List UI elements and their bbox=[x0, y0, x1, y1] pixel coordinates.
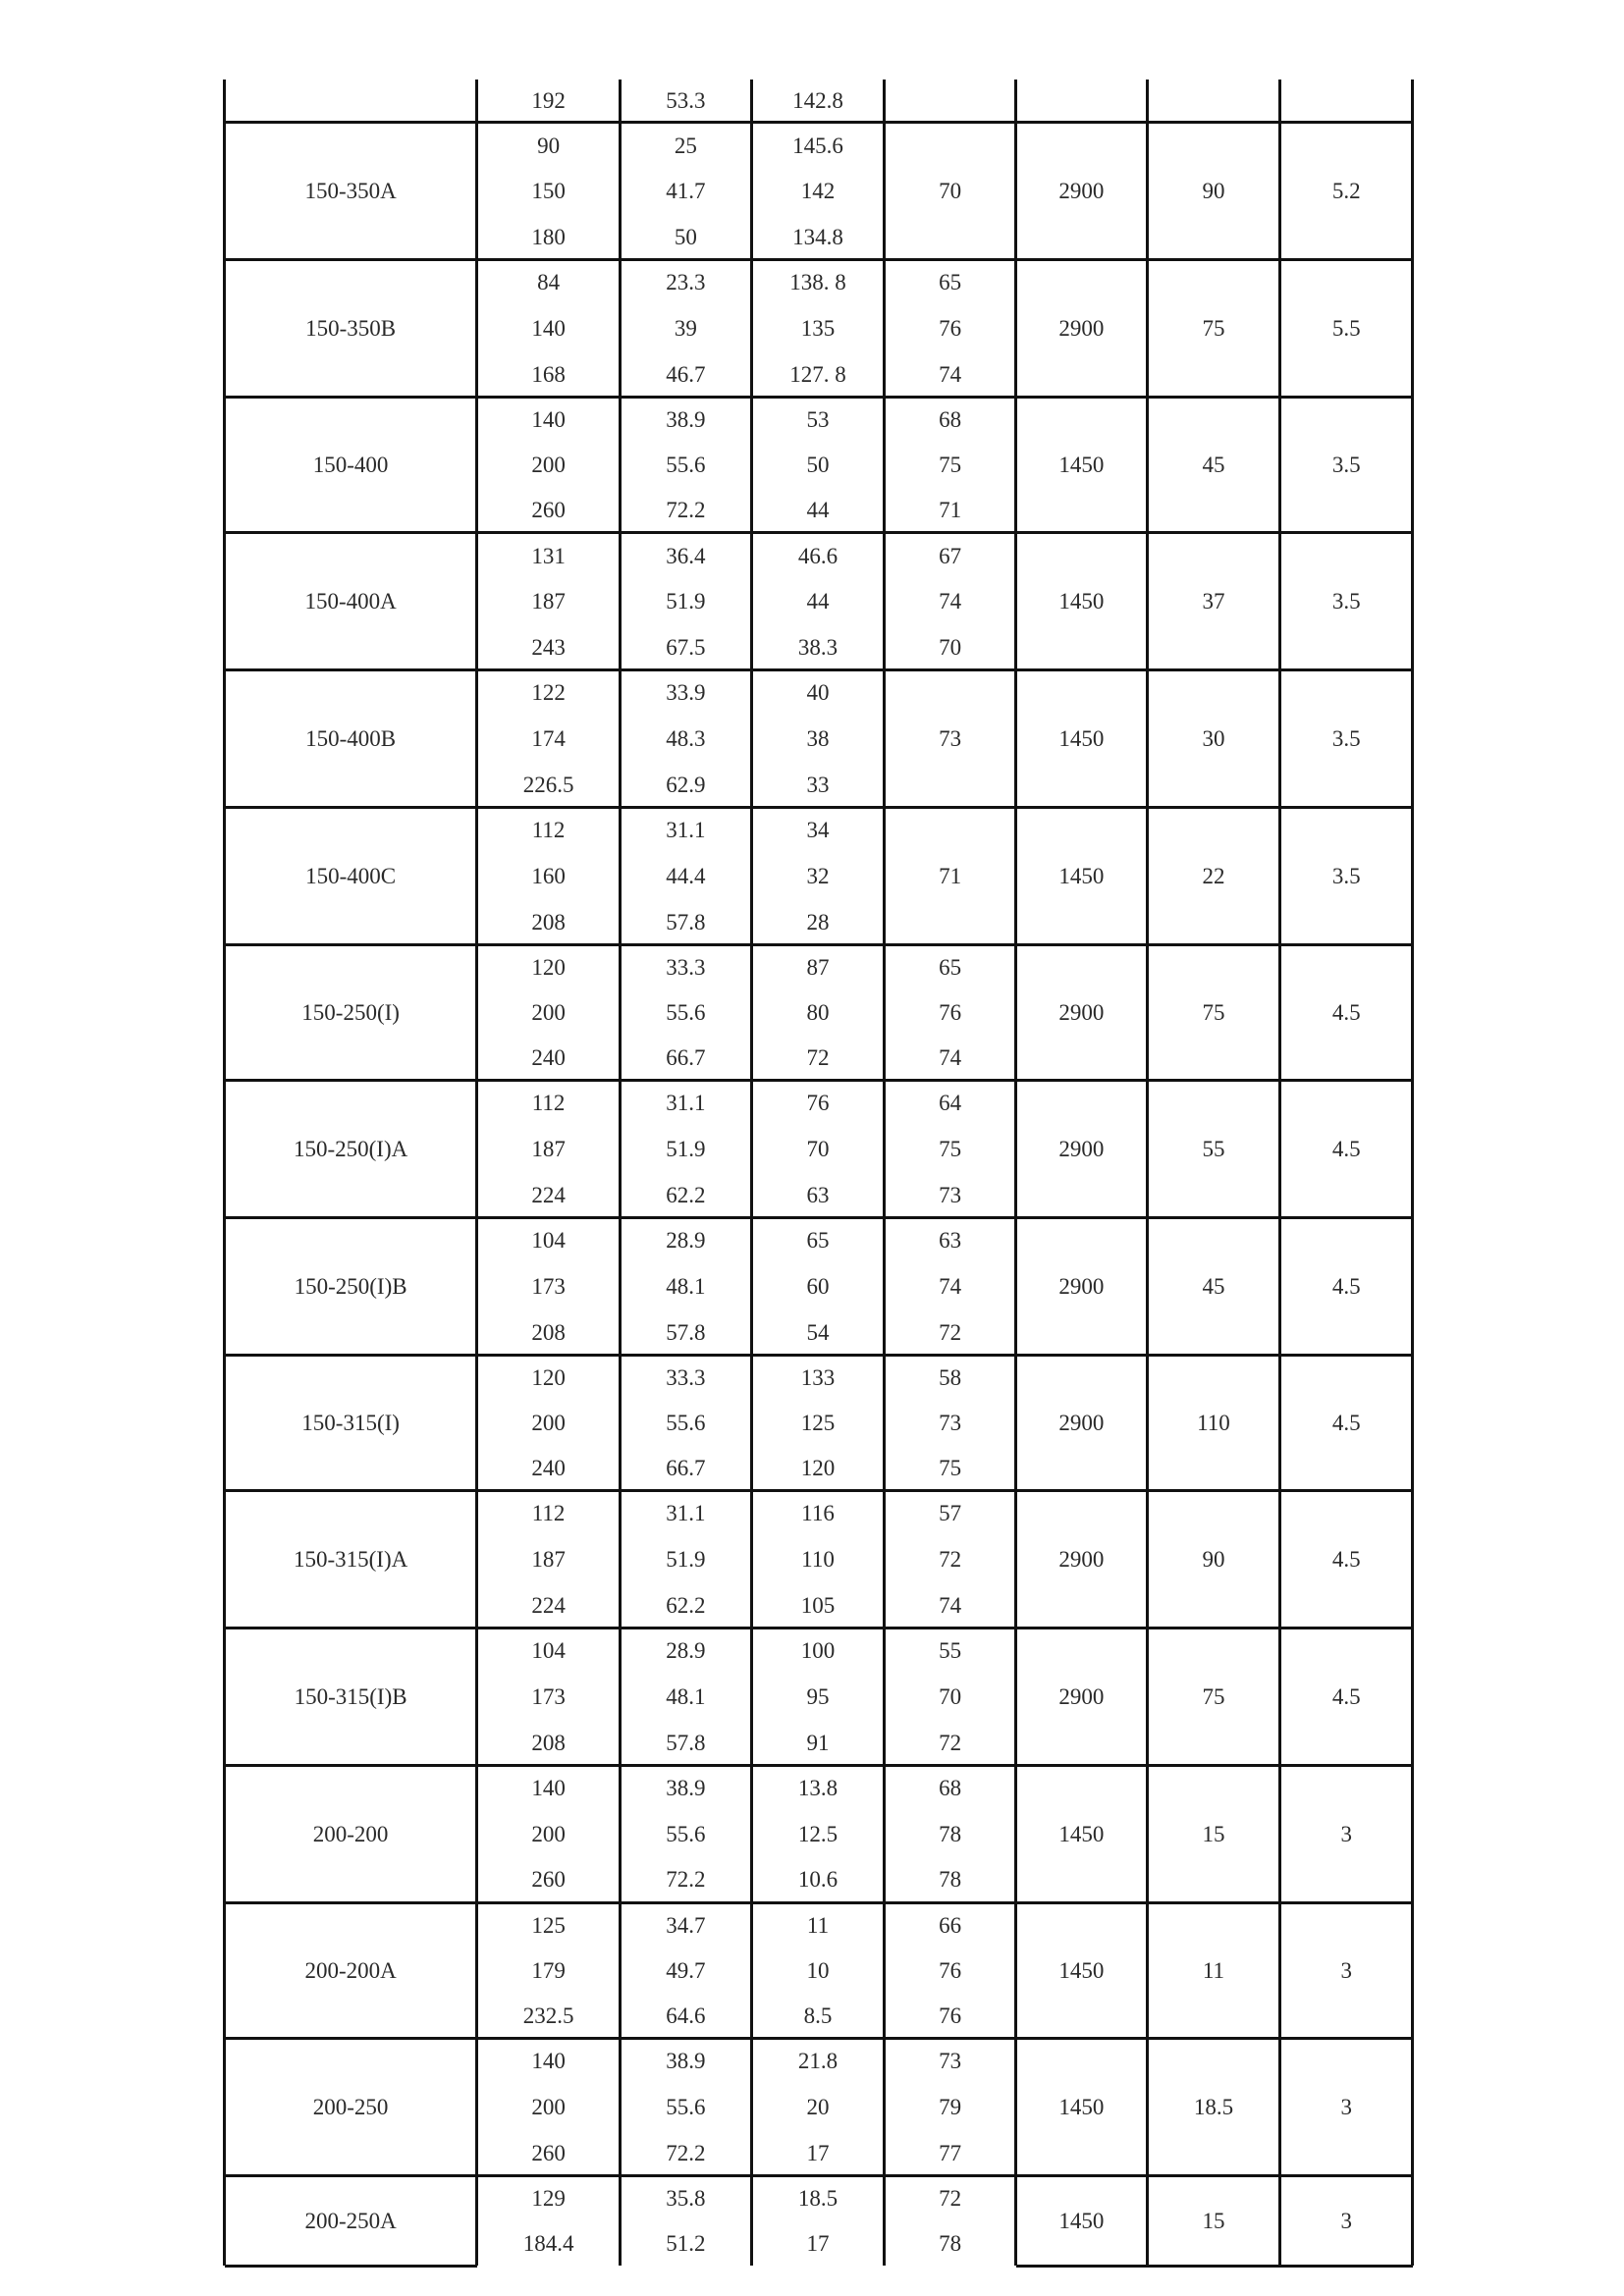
flow-ls-cell: 62.2 bbox=[666, 1592, 706, 1618]
model-cell: 150-315(I) bbox=[301, 1411, 400, 1435]
head-cell: 95 bbox=[806, 1683, 830, 1709]
flow-ls-cell: 33.9 bbox=[666, 680, 706, 706]
flow-m3h-cell: 200 bbox=[531, 999, 566, 1025]
efficiency-cell: 73 bbox=[939, 1411, 962, 1435]
row-rule bbox=[225, 668, 1413, 671]
flow-m3h-cell: 174 bbox=[531, 726, 566, 752]
speed-cell: 1450 bbox=[1058, 1821, 1105, 1846]
flow-m3h-cell: 224 bbox=[531, 1182, 566, 1207]
speed-cell: 1450 bbox=[1058, 2094, 1105, 2119]
flow-m3h-cell: 187 bbox=[531, 1137, 566, 1162]
head-cell: 63 bbox=[806, 1182, 830, 1207]
flow-m3h-cell: 208 bbox=[531, 909, 566, 934]
speed-cell: 1450 bbox=[1058, 863, 1105, 888]
head-cell: 21.8 bbox=[797, 2049, 839, 2074]
efficiency-cell: 70 bbox=[939, 1683, 962, 1709]
efficiency-cell bbox=[885, 678, 1016, 708]
efficiency-cell: 63 bbox=[939, 1228, 962, 1254]
flow-m3h-cell: 180 bbox=[531, 224, 566, 249]
npsh-cell: 3 bbox=[1340, 2094, 1353, 2119]
efficiency-cell: 76 bbox=[939, 316, 962, 342]
head-cell: 65 bbox=[806, 1228, 830, 1254]
head-cell: 44 bbox=[806, 498, 830, 523]
flow-ls-cell: 31.1 bbox=[666, 1091, 706, 1116]
head-cell: 87 bbox=[806, 954, 830, 980]
flow-ls-cell: 55.6 bbox=[666, 999, 706, 1025]
efficiency-cell bbox=[885, 86, 1016, 116]
head-cell: 17 bbox=[806, 2140, 830, 2165]
efficiency-cell: 73 bbox=[939, 726, 962, 752]
npsh-cell: 3.5 bbox=[1331, 453, 1361, 478]
flow-m3h-cell: 224 bbox=[531, 1592, 566, 1618]
flow-m3h-cell: 232.5 bbox=[522, 2002, 574, 2028]
flow-m3h-cell: 208 bbox=[531, 1319, 566, 1345]
head-cell: 54 bbox=[806, 1319, 830, 1345]
speed-cell: 1450 bbox=[1058, 1957, 1105, 1983]
efficiency-cell: 68 bbox=[939, 407, 962, 433]
speed-cell: 2900 bbox=[1058, 316, 1105, 342]
head-cell: 127. 8 bbox=[789, 361, 846, 387]
efficiency-cell: 78 bbox=[939, 2230, 962, 2256]
head-cell: 38 bbox=[806, 726, 830, 752]
head-cell: 105 bbox=[800, 1592, 836, 1618]
model-cell: 150-250(I) bbox=[301, 999, 400, 1025]
flow-m3h-cell: 187 bbox=[531, 589, 566, 614]
flow-m3h-cell: 150 bbox=[531, 179, 566, 204]
model-cell: 200-250A bbox=[304, 2208, 397, 2233]
power-cell: 45 bbox=[1202, 453, 1225, 478]
flow-ls-cell: 49.7 bbox=[666, 1957, 706, 1983]
flow-ls-cell: 55.6 bbox=[666, 453, 706, 478]
efficiency-cell: 72 bbox=[939, 1730, 962, 1755]
head-cell: 120 bbox=[800, 1456, 836, 1481]
efficiency-cell: 74 bbox=[939, 589, 962, 614]
efficiency-cell: 75 bbox=[939, 1137, 962, 1162]
flow-ls-cell: 62.9 bbox=[666, 772, 706, 797]
flow-ls-cell: 51.9 bbox=[666, 589, 706, 614]
flow-m3h-cell: 184.4 bbox=[522, 2230, 574, 2256]
speed-cell: 2900 bbox=[1058, 1137, 1105, 1162]
head-cell: 76 bbox=[806, 1091, 830, 1116]
flow-ls-cell: 51.9 bbox=[666, 1547, 706, 1573]
flow-ls-cell: 39 bbox=[674, 316, 697, 342]
head-cell: 133 bbox=[800, 1364, 836, 1390]
flow-ls-cell: 48.1 bbox=[666, 1273, 706, 1299]
npsh-cell: 3.5 bbox=[1331, 589, 1361, 614]
flow-ls-cell: 38.9 bbox=[666, 1776, 706, 1801]
row-rule bbox=[1016, 2265, 1413, 2268]
flow-m3h-cell: 104 bbox=[531, 1228, 566, 1254]
flow-ls-cell: 51.9 bbox=[666, 1137, 706, 1162]
head-cell: 10 bbox=[806, 1957, 830, 1983]
efficiency-cell: 75 bbox=[939, 1456, 962, 1481]
head-cell: 50 bbox=[806, 453, 830, 478]
efficiency-cell: 67 bbox=[939, 543, 962, 568]
flow-m3h-cell: 260 bbox=[531, 498, 566, 523]
flow-ls-cell: 66.7 bbox=[666, 1045, 706, 1071]
flow-ls-cell: 44.4 bbox=[666, 863, 706, 888]
npsh-cell bbox=[1280, 86, 1413, 116]
speed-cell: 1450 bbox=[1058, 453, 1105, 478]
row-rule bbox=[225, 121, 1413, 124]
power-cell: 15 bbox=[1202, 2208, 1225, 2233]
efficiency-cell: 76 bbox=[939, 1957, 962, 1983]
flow-ls-cell: 55.6 bbox=[666, 1411, 706, 1435]
flow-ls-cell: 25 bbox=[674, 133, 697, 158]
head-cell: 20 bbox=[806, 2094, 830, 2119]
efficiency-cell bbox=[885, 770, 1016, 799]
flow-m3h-cell: 125 bbox=[531, 1912, 566, 1938]
flow-m3h-cell: 226.5 bbox=[522, 772, 574, 797]
power-cell: 45 bbox=[1202, 1273, 1225, 1299]
row-rule bbox=[225, 2265, 477, 2268]
efficiency-cell bbox=[885, 816, 1016, 845]
npsh-cell: 5.2 bbox=[1331, 179, 1361, 204]
efficiency-cell: 64 bbox=[939, 1091, 962, 1116]
row-rule bbox=[225, 2037, 1413, 2040]
flow-m3h-cell: 208 bbox=[531, 1730, 566, 1755]
model-cell: 150-400 bbox=[312, 453, 389, 478]
flow-m3h-cell: 200 bbox=[531, 1821, 566, 1846]
flow-ls-cell: 38.9 bbox=[666, 407, 706, 433]
row-rule bbox=[225, 943, 1413, 946]
row-rule bbox=[225, 1901, 1413, 1904]
efficiency-cell: 57 bbox=[939, 1501, 962, 1526]
row-rule bbox=[225, 1354, 1413, 1357]
flow-m3h-cell: 112 bbox=[531, 1501, 566, 1526]
head-cell: 100 bbox=[800, 1638, 836, 1664]
flow-ls-cell: 31.1 bbox=[666, 818, 706, 843]
head-cell: 40 bbox=[806, 680, 830, 706]
flow-ls-cell: 48.3 bbox=[666, 726, 706, 752]
head-cell: 8.5 bbox=[803, 2002, 833, 2028]
flow-m3h-cell: 260 bbox=[531, 1867, 566, 1893]
efficiency-cell: 68 bbox=[939, 1776, 962, 1801]
flow-ls-cell: 35.8 bbox=[666, 2185, 706, 2211]
flow-m3h-cell: 240 bbox=[531, 1045, 566, 1071]
flow-m3h-cell: 240 bbox=[531, 1456, 566, 1481]
row-rule bbox=[225, 1764, 1413, 1767]
model-cell: 150-400A bbox=[304, 589, 397, 614]
head-cell: 34 bbox=[806, 818, 830, 843]
efficiency-cell: 74 bbox=[939, 1592, 962, 1618]
head-cell: 145.6 bbox=[792, 133, 843, 158]
efficiency-cell: 73 bbox=[939, 1182, 962, 1207]
head-cell: 10.6 bbox=[797, 1867, 839, 1893]
speed-cell: 2900 bbox=[1058, 1683, 1105, 1709]
efficiency-cell: 70 bbox=[939, 179, 962, 204]
row-rule bbox=[225, 1079, 1413, 1082]
npsh-cell: 3.5 bbox=[1331, 863, 1361, 888]
head-cell: 110 bbox=[801, 1547, 835, 1573]
flow-ls-cell: 33.3 bbox=[666, 954, 706, 980]
efficiency-cell: 75 bbox=[939, 453, 962, 478]
column-rule bbox=[223, 80, 226, 2266]
efficiency-cell: 76 bbox=[939, 2002, 962, 2028]
speed-cell: 1450 bbox=[1058, 589, 1105, 614]
power-cell: 37 bbox=[1202, 589, 1225, 614]
efficiency-cell: 74 bbox=[939, 361, 962, 387]
flow-ls-cell: 51.2 bbox=[666, 2230, 706, 2256]
row-rule bbox=[225, 1627, 1413, 1629]
head-cell: 38.3 bbox=[797, 634, 839, 660]
efficiency-cell: 78 bbox=[939, 1821, 962, 1846]
power-cell: 90 bbox=[1202, 179, 1225, 204]
flow-m3h-cell: 179 bbox=[531, 1957, 566, 1983]
flow-ls-cell: 46.7 bbox=[666, 361, 706, 387]
npsh-cell: 4.5 bbox=[1331, 1683, 1361, 1709]
speed-cell: 2900 bbox=[1058, 1547, 1105, 1573]
flow-m3h-cell: 90 bbox=[537, 133, 561, 158]
efficiency-cell: 71 bbox=[939, 498, 962, 523]
speed-cell: 1450 bbox=[1058, 726, 1105, 752]
flow-ls-cell: 72.2 bbox=[666, 498, 706, 523]
flow-ls-cell: 41.7 bbox=[666, 179, 706, 204]
model-cell: 150-250(I)A bbox=[293, 1137, 408, 1162]
head-cell: 12.5 bbox=[797, 1821, 839, 1846]
model-cell: 150-350B bbox=[305, 316, 397, 342]
power-cell: 30 bbox=[1202, 726, 1225, 752]
efficiency-cell: 55 bbox=[939, 1638, 962, 1664]
efficiency-cell: 73 bbox=[939, 2049, 962, 2074]
flow-m3h-cell: 84 bbox=[537, 270, 561, 295]
flow-ls-cell: 34.7 bbox=[666, 1912, 706, 1938]
efficiency-cell: 74 bbox=[939, 1273, 962, 1299]
flow-ls-cell: 48.1 bbox=[666, 1683, 706, 1709]
efficiency-cell: 71 bbox=[939, 863, 962, 888]
npsh-cell: 3.5 bbox=[1331, 726, 1361, 752]
power-cell: 75 bbox=[1202, 316, 1225, 342]
model-cell: 200-200 bbox=[312, 1821, 389, 1846]
flow-m3h-cell: 120 bbox=[531, 954, 566, 980]
power-cell: 11 bbox=[1202, 1957, 1225, 1983]
row-rule bbox=[225, 806, 1413, 809]
row-rule bbox=[225, 2174, 1413, 2177]
flow-m3h-cell: 131 bbox=[531, 543, 566, 568]
flow-m3h-cell: 200 bbox=[531, 2094, 566, 2119]
row-rule bbox=[225, 1216, 1413, 1219]
npsh-cell: 4.5 bbox=[1331, 1273, 1361, 1299]
head-cell: 70 bbox=[806, 1137, 830, 1162]
efficiency-cell: 72 bbox=[939, 1547, 962, 1573]
model-cell: 150-400B bbox=[305, 726, 397, 752]
head-cell: 13.8 bbox=[797, 1776, 839, 1801]
flow-ls-cell: 67.5 bbox=[666, 634, 706, 660]
flow-ls-cell: 64.6 bbox=[666, 2002, 706, 2028]
efficiency-cell: 58 bbox=[939, 1364, 962, 1390]
power-cell: 18.5 bbox=[1193, 2094, 1234, 2119]
model-cell: 150-350A bbox=[304, 179, 397, 204]
efficiency-cell: 66 bbox=[939, 1912, 962, 1938]
flow-m3h-cell: 129 bbox=[531, 2185, 566, 2211]
flow-ls-cell: 28.9 bbox=[666, 1228, 706, 1254]
column-rule bbox=[1146, 80, 1149, 2266]
efficiency-cell bbox=[885, 131, 1016, 160]
npsh-cell: 4.5 bbox=[1331, 1137, 1361, 1162]
power-cell bbox=[1147, 86, 1279, 116]
flow-m3h-cell: 260 bbox=[531, 2140, 566, 2165]
npsh-cell: 4.5 bbox=[1331, 1547, 1361, 1573]
row-rule bbox=[225, 531, 1413, 534]
head-cell: 18.5 bbox=[797, 2185, 839, 2211]
row-rule bbox=[225, 396, 1413, 399]
flow-ls-cell: 66.7 bbox=[666, 1456, 706, 1481]
head-cell: 32 bbox=[806, 863, 830, 888]
flow-ls-cell: 62.2 bbox=[666, 1182, 706, 1207]
flow-m3h-cell: 168 bbox=[531, 361, 566, 387]
flow-ls-cell: 72.2 bbox=[666, 1867, 706, 1893]
flow-ls-cell: 55.6 bbox=[666, 2094, 706, 2119]
head-cell: 138. 8 bbox=[789, 270, 846, 295]
flow-ls-cell: 57.8 bbox=[666, 1730, 706, 1755]
model-cell: 150-315(I)A bbox=[293, 1547, 408, 1573]
speed-cell bbox=[1016, 86, 1148, 116]
head-cell: 91 bbox=[806, 1730, 830, 1755]
head-cell: 28 bbox=[806, 909, 830, 934]
head-cell: 135 bbox=[800, 316, 836, 342]
flow-m3h-cell: 200 bbox=[531, 453, 566, 478]
flow-ls-cell: 50 bbox=[674, 224, 697, 249]
column-rule bbox=[1411, 80, 1414, 2266]
flow-m3h-cell: 112 bbox=[531, 818, 566, 843]
flow-m3h-cell: 187 bbox=[531, 1547, 566, 1573]
efficiency-cell: 76 bbox=[939, 999, 962, 1025]
row-rule bbox=[225, 1489, 1413, 1492]
npsh-cell: 4.5 bbox=[1331, 999, 1361, 1025]
flow-m3h-cell: 140 bbox=[531, 2049, 566, 2074]
npsh-cell: 3 bbox=[1340, 1821, 1353, 1846]
head-cell: 80 bbox=[806, 999, 830, 1025]
speed-cell: 2900 bbox=[1058, 1273, 1105, 1299]
flow-ls-cell: 57.8 bbox=[666, 1319, 706, 1345]
head-cell: 46.6 bbox=[797, 543, 839, 568]
speed-cell: 2900 bbox=[1058, 1411, 1105, 1435]
flow-ls-cell: 55.6 bbox=[666, 1821, 706, 1846]
flow-ls-cell: 53.3 bbox=[666, 88, 706, 114]
flow-ls-cell: 36.4 bbox=[666, 543, 706, 568]
efficiency-cell bbox=[885, 222, 1016, 251]
flow-m3h-cell: 160 bbox=[531, 863, 566, 888]
flow-m3h-cell: 192 bbox=[531, 88, 566, 114]
flow-m3h-cell: 200 bbox=[531, 1411, 566, 1435]
power-cell: 75 bbox=[1202, 1683, 1225, 1709]
model-cell: 150-400C bbox=[305, 863, 397, 888]
head-cell: 125 bbox=[800, 1411, 836, 1435]
efficiency-cell: 72 bbox=[939, 2185, 962, 2211]
model-cell: 150-315(I)B bbox=[294, 1683, 407, 1709]
model-cell: 200-250 bbox=[312, 2094, 389, 2119]
row-rule bbox=[225, 258, 1413, 261]
flow-m3h-cell: 140 bbox=[531, 407, 566, 433]
power-cell: 75 bbox=[1202, 999, 1225, 1025]
efficiency-cell: 77 bbox=[939, 2140, 962, 2165]
head-cell: 142.8 bbox=[792, 88, 843, 114]
npsh-cell: 3 bbox=[1340, 1957, 1353, 1983]
npsh-cell: 4.5 bbox=[1331, 1411, 1361, 1435]
flow-m3h-cell: 173 bbox=[531, 1683, 566, 1709]
head-cell: 33 bbox=[806, 772, 830, 797]
power-cell: 55 bbox=[1202, 1137, 1225, 1162]
flow-ls-cell: 57.8 bbox=[666, 909, 706, 934]
head-cell: 72 bbox=[806, 1045, 830, 1071]
flow-m3h-cell: 122 bbox=[531, 680, 566, 706]
npsh-cell: 5.5 bbox=[1331, 316, 1361, 342]
flow-m3h-cell: 104 bbox=[531, 1638, 566, 1664]
flow-ls-cell: 23.3 bbox=[666, 270, 706, 295]
speed-cell: 1450 bbox=[1058, 2208, 1105, 2233]
model-cell: 150-250(I)B bbox=[294, 1273, 407, 1299]
power-cell: 15 bbox=[1202, 1821, 1225, 1846]
efficiency-cell: 72 bbox=[939, 1319, 962, 1345]
head-cell: 134.8 bbox=[792, 224, 843, 249]
efficiency-cell bbox=[885, 907, 1016, 936]
head-cell: 44 bbox=[806, 589, 830, 614]
flow-ls-cell: 33.3 bbox=[666, 1364, 706, 1390]
model-cell bbox=[225, 86, 477, 116]
flow-m3h-cell: 243 bbox=[531, 634, 566, 660]
efficiency-cell: 79 bbox=[939, 2094, 962, 2119]
efficiency-cell: 74 bbox=[939, 1045, 962, 1071]
flow-ls-cell: 38.9 bbox=[666, 2049, 706, 2074]
speed-cell: 2900 bbox=[1058, 179, 1105, 204]
model-cell: 200-200A bbox=[304, 1957, 397, 1983]
flow-ls-cell: 31.1 bbox=[666, 1501, 706, 1526]
power-cell: 90 bbox=[1202, 1547, 1225, 1573]
efficiency-cell: 78 bbox=[939, 1867, 962, 1893]
flow-m3h-cell: 112 bbox=[531, 1091, 566, 1116]
column-rule bbox=[1278, 80, 1281, 2266]
head-cell: 142 bbox=[800, 179, 836, 204]
speed-cell: 2900 bbox=[1058, 999, 1105, 1025]
head-cell: 53 bbox=[806, 407, 830, 433]
power-cell: 22 bbox=[1202, 863, 1225, 888]
power-cell: 110 bbox=[1197, 1411, 1230, 1435]
flow-m3h-cell: 120 bbox=[531, 1364, 566, 1390]
flow-m3h-cell: 173 bbox=[531, 1273, 566, 1299]
efficiency-cell: 70 bbox=[939, 634, 962, 660]
flow-m3h-cell: 140 bbox=[531, 1776, 566, 1801]
flow-m3h-cell: 140 bbox=[531, 316, 566, 342]
head-cell: 17 bbox=[806, 2230, 830, 2256]
flow-ls-cell: 72.2 bbox=[666, 2140, 706, 2165]
head-cell: 11 bbox=[806, 1912, 830, 1938]
flow-ls-cell: 28.9 bbox=[666, 1638, 706, 1664]
head-cell: 116 bbox=[801, 1501, 835, 1526]
efficiency-cell: 65 bbox=[939, 954, 962, 980]
npsh-cell: 3 bbox=[1340, 2208, 1353, 2233]
efficiency-cell: 65 bbox=[939, 270, 962, 295]
head-cell: 60 bbox=[806, 1273, 830, 1299]
